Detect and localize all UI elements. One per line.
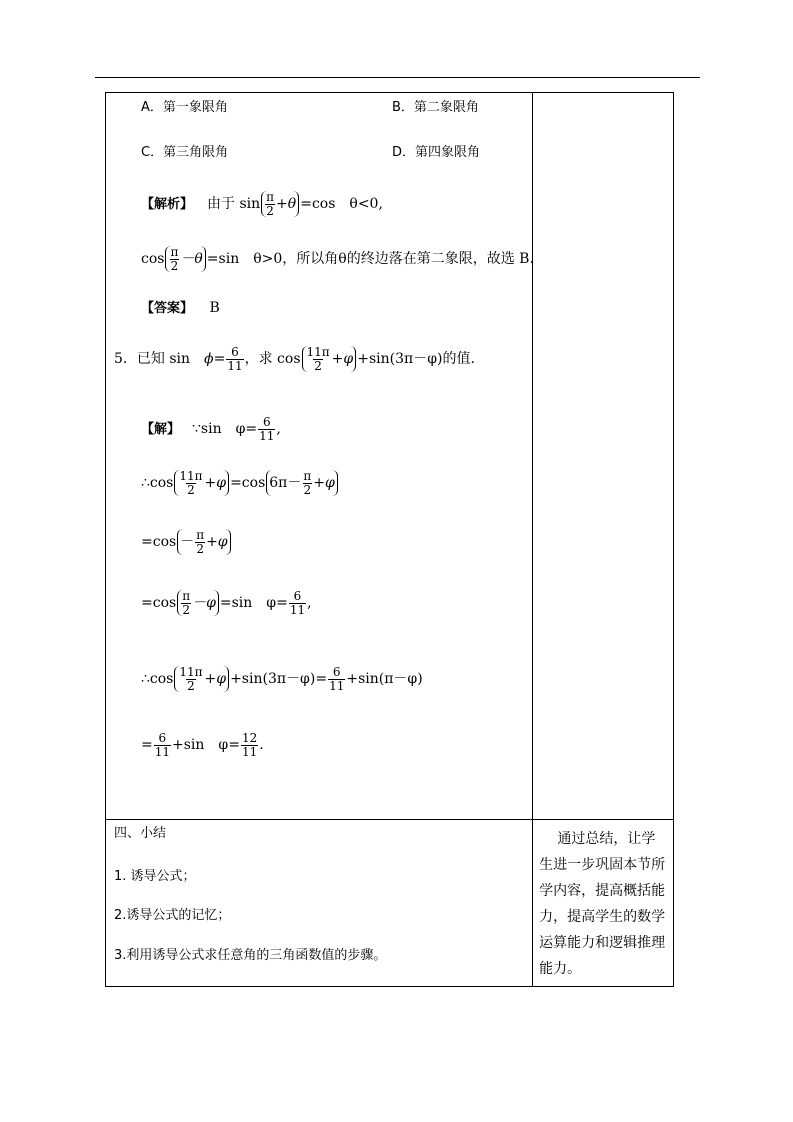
question-text: ϕ= [204,351,226,368]
fraction: $\frac{12}{11}$ [241,731,258,759]
question-text: ，求 cos [244,351,301,368]
paren-expression: $\frac{\pi}{2}$ －θ [165,246,205,272]
answer-label: 【答案】 [141,301,194,316]
fraction: $\frac{6}{11}$ [259,415,275,443]
solution-text: =sin φ= [219,595,288,612]
solution-line-1 [141,416,281,442]
question-5 [114,346,475,372]
solution-line-5 [141,666,423,692]
fraction: $\frac{\pi}{2}$ [182,589,191,617]
summary-note: 通过总结，让学生进一步巩固本节所学内容，提高概括能力，提高学生的数学运算能力和逻辑推理能力。 [539,831,666,977]
analysis-line-2 [141,246,534,272]
paren-expression: 6π－ $\frac{\pi}{2}$ +φ [266,470,338,496]
fraction: $\frac{6}{11}$ [154,731,171,759]
fraction: $\frac{11\pi}{2}$ [179,469,203,497]
summary-row [106,820,674,987]
solution-text: , [276,421,281,438]
option-a: A．第一象限角 [141,100,228,115]
summary-item-2: 2.诱导公式的记忆； [114,908,231,923]
solution-text: +sin φ= [172,737,240,754]
fraction: $\frac{\pi}{2}$ [266,190,275,218]
exercise-note-cell [533,93,674,820]
analysis-line-1 [141,191,383,217]
exercise-cell [106,93,533,820]
summary-item-1: 1. 诱导公式； [114,869,196,884]
option-b: B．第二象限角 [392,100,479,115]
solution-text: =cos [141,595,177,612]
solution-text: ∴cos [141,475,174,492]
exercise-row [106,93,674,820]
option-d: D．第四象限角 [392,145,481,160]
solution-line-4 [141,590,312,616]
paren-expression: $\frac{11\pi}{2}$ +φ [302,346,357,372]
solution-text: =cos [230,475,266,492]
paren-expression: － $\frac{\pi}{2}$ +φ [177,529,230,555]
option-c: C．第三角限角 [141,145,229,160]
solution-label: 【解】 [141,421,181,437]
fraction: $\frac{6}{11}$ [289,589,306,617]
lesson-table [105,92,674,987]
solution-line-3 [141,529,232,555]
answer-value: B [209,300,220,316]
paren-expression: $\frac{\pi}{2}$ －φ [177,590,219,616]
solution-text: = [141,737,153,754]
fraction: $\frac{\pi}{2}$ [303,469,312,497]
summary-item-3: 3.利用诱导公式求任意角的三角函数值的步骤。 [114,948,387,963]
fraction: $\frac{\pi}{2}$ [196,528,205,556]
solution-text: +sin(π－φ) [346,671,423,688]
analysis-text: =sin θ>0，所以角θ的终边落在第二象限，故选 B. [206,251,534,268]
fraction: $\frac{11\pi}{2}$ [179,665,203,693]
analysis-label: 【解析】 [141,196,194,212]
paren-expression: $\frac{\pi}{2}$ +θ [261,191,299,217]
question-text: +sin(3π－φ)的值. [357,351,475,368]
paren-expression: $\frac{11\pi}{2}$ +φ [174,666,229,692]
answer-line [141,301,220,315]
summary-heading: 四、小结 [114,826,167,841]
solution-line-2 [141,470,339,496]
fraction: $\frac{\pi}{2}$ [170,245,179,273]
question-text: 5．已知 sin [114,351,205,368]
solution-text: , [307,595,312,612]
summary-note-cell [533,820,674,987]
header-rule [95,77,700,78]
fraction: $\frac{6}{11}$ [227,345,243,373]
fraction: $\frac{11\pi}{2}$ [306,345,330,373]
analysis-text: =cos θ<0, [300,196,383,213]
solution-text: ∴cos [141,671,174,688]
summary-cell [106,820,533,987]
solution-text: =cos [141,534,177,551]
solution-line-6 [141,732,264,758]
solution-text: ∵sin φ= [192,421,258,438]
paren-expression: $\frac{11\pi}{2}$ +φ [174,470,229,496]
solution-text: +sin(3π－φ)= [230,671,328,688]
analysis-text: cos [141,251,165,268]
fraction: $\frac{6}{11}$ [329,665,345,693]
solution-text: . [259,737,264,754]
analysis-text: 由于 sin [207,196,261,213]
